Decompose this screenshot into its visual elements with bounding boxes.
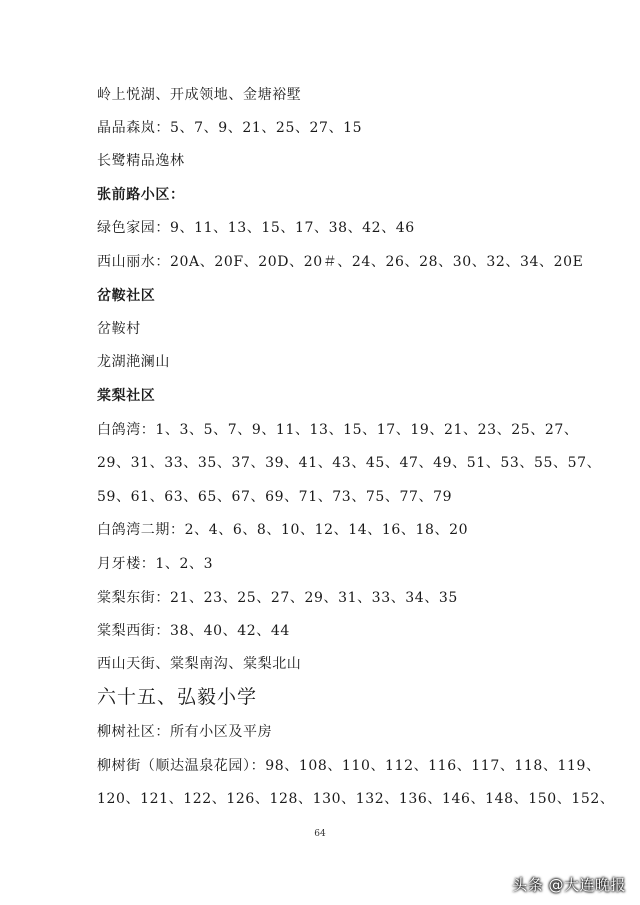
page-number: 64 — [314, 829, 326, 839]
text-line: 长鹭精品逸林 — [97, 153, 185, 169]
text-line: 柳树街（顺达温泉花园）：98、108、110、112、116、117、118、119、 — [97, 758, 601, 774]
watermark: 头条 @大连晚报 — [512, 876, 626, 894]
text-line: 晶品森岚：5、7、9、21、25、27、15 — [97, 120, 363, 136]
section-heading: 棠梨社区 — [97, 388, 156, 404]
text-line: 西山天街、棠梨南沟、棠梨北山 — [97, 656, 302, 672]
text-line: 岔鞍村 — [97, 321, 141, 337]
section-heading: 岔鞍社区 — [97, 288, 156, 304]
text-line: 白鸽湾：1、3、5、7、9、11、13、15、17、19、21、23、25、27、 — [97, 422, 579, 438]
text-line: 柳树社区：所有小区及平房 — [97, 724, 273, 740]
text-line: 龙湖滟澜山 — [97, 354, 170, 370]
text-line: 白鸽湾二期：2、4、6、8、10、12、14、16、18、20 — [97, 522, 469, 538]
text-line: 岭上悦湖、开成领地、金塘裕墅 — [97, 87, 302, 103]
text-line: 西山丽水：20A、20F、20D、20＃、24、26、28、30、32、34、20E — [97, 254, 584, 270]
text-line: 棠梨西街：38、40、42、44 — [97, 623, 290, 639]
text-line: 棠梨东街：21、23、25、27、29、31、33、34、35 — [97, 590, 458, 606]
text-line: 59、61、63、65、67、69、71、73、75、77、79 — [97, 489, 453, 505]
section-heading: 张前路小区： — [97, 187, 185, 203]
text-line: 29、31、33、35、37、39、41、43、45、47、49、51、53、55、57、 — [97, 455, 602, 471]
chapter-heading: 六十五、弘毅小学 — [97, 686, 258, 708]
text-line: 120、121、122、126、128、130、132、136、146、148、150、152、 — [97, 791, 615, 807]
text-line: 绿色家园：9、11、13、15、17、38、42、46 — [97, 220, 415, 236]
text-line: 月牙楼：1、2、3 — [97, 556, 214, 572]
